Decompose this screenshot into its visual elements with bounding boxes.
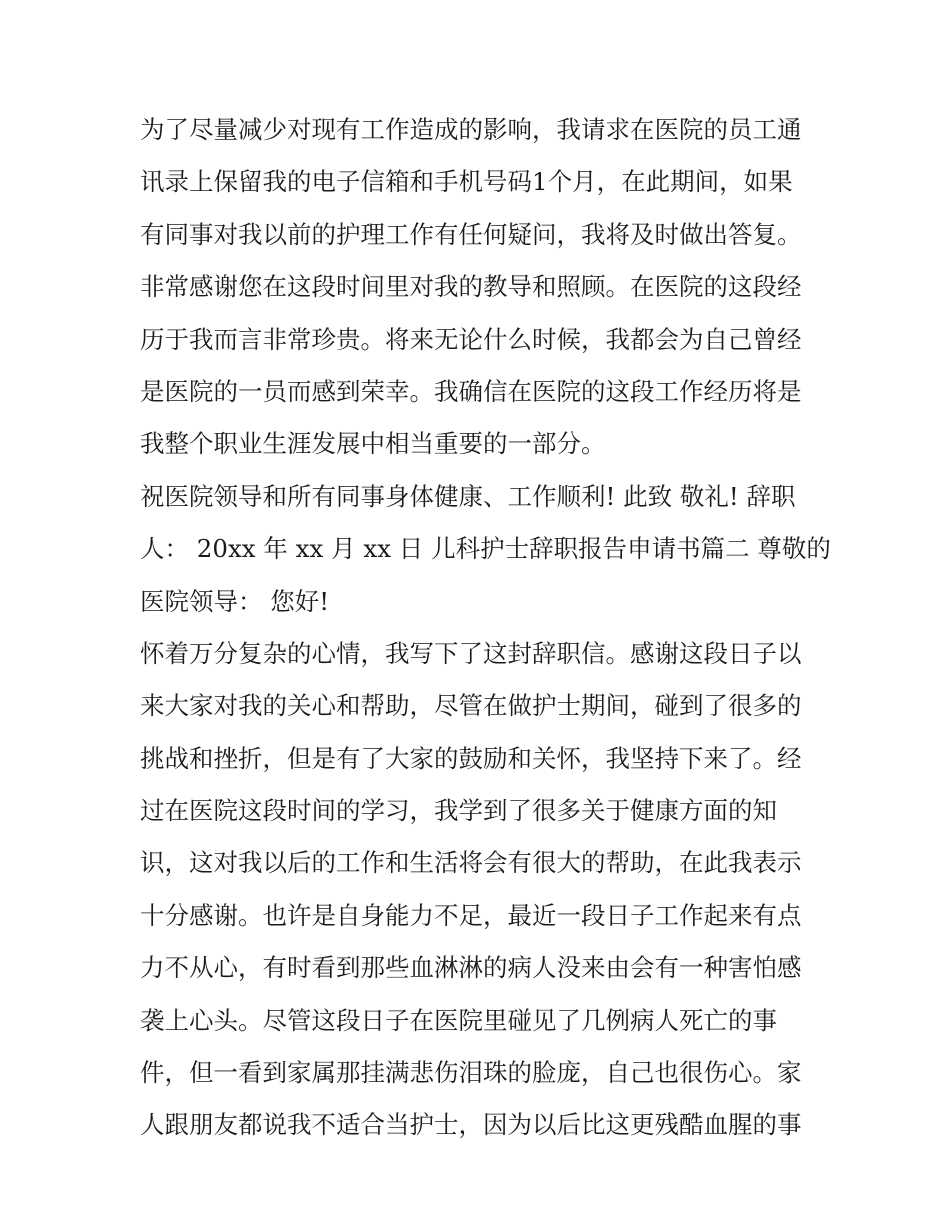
text-line: 有同事对我以前的护理工作有任何疑问，我将及时做出答复。: [140, 219, 802, 249]
text-line: 讯录上保留我的电子信箱和手机号码1个月，在此期间，如果: [140, 167, 793, 197]
text-line: 挑战和挫折，但是有了大家的鼓励和关怀，我坚持下来了。经: [140, 743, 802, 773]
text-line: 为了尽量减少对现有工作造成的影响，我请求在医院的员工通: [140, 115, 802, 144]
text-line: 我整个职业生涯发展中相当重要的一部分。: [140, 429, 606, 459]
document-body: [140, 104, 831, 1152]
text-line: 件，但一看到家属那挂满悲伤泪珠的脸庞，自己也很伤心。家: [140, 1058, 802, 1088]
text-line: 祝医院领导和所有同事身体健康、工作顺利! 此致 敬礼! 辞职: [140, 481, 796, 511]
text-line: 是医院的一员而感到荣幸。我确信在医院的这段工作经历将是: [140, 376, 802, 406]
text-line: 非常感谢您在这段时间里对我的教导和照顾。在医院的这段经: [140, 272, 802, 302]
text-line: 识，这对我以后的工作和生活将会有很大的帮助，在此我表示: [140, 848, 802, 878]
text-line: 历于我而言非常珍贵。将来无论什么时候，我都会为自己曾经: [140, 324, 802, 354]
text-line: 来大家对我的关心和帮助，尽管在做护士期间，碰到了很多的: [140, 691, 802, 721]
text-line: 人： 20xx 年 xx 月 xx 日 儿科护士辞职报告申请书篇二 尊敬的: [140, 534, 831, 564]
text-line: 人跟朋友都说我不适合当护士，因为以后比这更残酷血腥的事: [140, 1110, 802, 1140]
text-line: 医院领导： 您好!: [140, 586, 330, 616]
text-line: 十分感谢。也许是自身能力不足，最近一段日子工作起来有点: [140, 900, 802, 930]
text-line: 袭上心头。尽管这段日子在医院里碰见了几例病人死亡的事: [140, 1005, 777, 1035]
text-line: 力不从心，有时看到那些血淋淋的病人没来由会有一种害怕感: [140, 953, 802, 983]
text-line: 怀着万分复杂的心情，我写下了这封辞职信。感谢这段日子以: [140, 638, 802, 668]
text-line: 过在医院这段时间的学习，我学到了很多关于健康方面的知: [140, 796, 777, 826]
